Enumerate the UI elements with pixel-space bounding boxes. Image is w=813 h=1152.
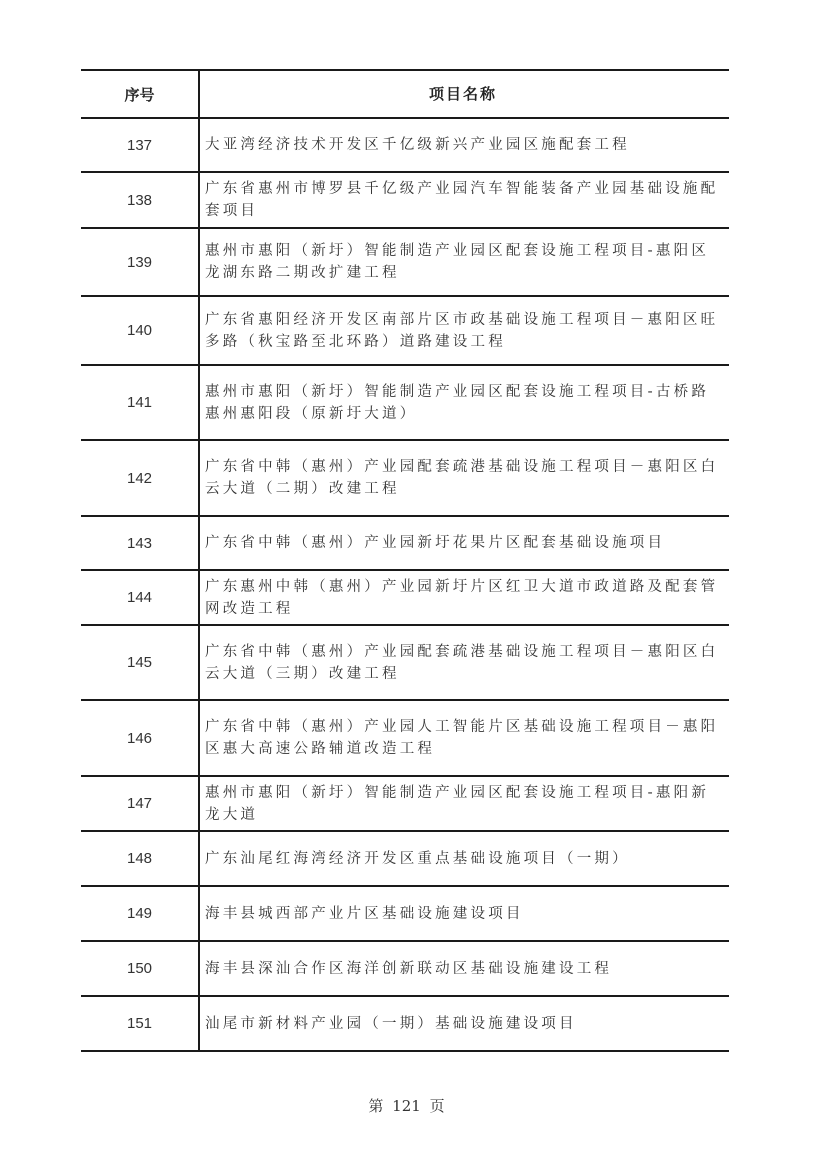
serial-number-cell: 140 bbox=[81, 297, 200, 364]
project-name-cell: 惠州市惠阳（新圩）智能制造产业园区配套设施工程项目-古桥路惠州惠阳段（原新圩大道） bbox=[205, 383, 710, 422]
serial-number-cell: 151 bbox=[81, 997, 200, 1050]
project-name-cell: 大亚湾经济技术开发区千亿级新兴产业园区施配套工程 bbox=[205, 137, 630, 153]
header-project-name: 项目名称 bbox=[428, 85, 497, 103]
project-name-cell: 广东省中韩（惠州）产业园配套疏港基础设施工程项目－惠阳区白云大道（三期）改建工程 bbox=[205, 643, 719, 682]
serial-number-cell: 149 bbox=[81, 887, 200, 940]
serial-number-cell: 150 bbox=[81, 942, 200, 995]
table-row bbox=[81, 997, 729, 1052]
serial-number-cell: 145 bbox=[81, 626, 200, 699]
page-number: 第 121 页 bbox=[368, 1097, 445, 1115]
project-name-cell: 广东汕尾红海湾经济开发区重点基础设施项目（一期） bbox=[205, 850, 630, 867]
project-name-cell: 广东省惠阳经济开发区南部片区市政基础设施工程项目－惠阳区旺多路（秋宝路至北环路）道路建设工程 bbox=[205, 311, 719, 350]
table-row bbox=[81, 517, 729, 571]
table-body bbox=[81, 119, 729, 1052]
project-name-cell: 惠州市惠阳（新圩）智能制造产业园区配套设施工程项目-惠阳新龙大道 bbox=[205, 784, 710, 823]
table-row bbox=[81, 571, 729, 626]
table-row bbox=[81, 832, 729, 887]
serial-number-cell: 139 bbox=[81, 229, 200, 295]
table-row bbox=[81, 942, 729, 997]
table-header-row bbox=[81, 71, 729, 119]
serial-number-cell: 148 bbox=[81, 832, 200, 885]
project-name-cell: 广东省中韩（惠州）产业园新圩花果片区配套基础设施项目 bbox=[205, 535, 666, 551]
project-name-cell: 广东惠州中韩（惠州）产业园新圩片区红卫大道市政道路及配套管网改造工程 bbox=[205, 578, 719, 617]
header-serial-number: 序号 bbox=[81, 71, 200, 117]
table-row bbox=[81, 701, 729, 777]
table-row bbox=[81, 441, 729, 517]
table-row bbox=[81, 119, 729, 173]
serial-number-cell: 147 bbox=[81, 777, 200, 830]
serial-number-cell: 138 bbox=[81, 173, 200, 227]
project-name-cell: 广东省惠州市博罗县千亿级产业园汽车智能装备产业园基础设施配套项目 bbox=[205, 181, 719, 219]
table-row bbox=[81, 777, 729, 832]
project-name-cell: 海丰县深汕合作区海洋创新联动区基础设施建设工程 bbox=[205, 960, 613, 977]
serial-number-cell: 141 bbox=[81, 366, 200, 439]
table-row bbox=[81, 366, 729, 441]
table-row bbox=[81, 173, 729, 229]
serial-number-cell: 144 bbox=[81, 571, 200, 624]
table-row bbox=[81, 297, 729, 366]
table-row bbox=[81, 887, 729, 942]
project-name-cell: 惠州市惠阳（新圩）智能制造产业园区配套设施工程项目-惠阳区龙湖东路二期改扩建工程 bbox=[205, 243, 710, 281]
serial-number-cell: 143 bbox=[81, 517, 200, 569]
project-table bbox=[81, 69, 729, 1052]
project-name-cell: 海丰县城西部产业片区基础设施建设项目 bbox=[205, 905, 524, 922]
serial-number-cell: 137 bbox=[81, 119, 200, 171]
serial-number-cell: 142 bbox=[81, 441, 200, 515]
serial-number-cell: 146 bbox=[81, 701, 200, 775]
table-row bbox=[81, 626, 729, 701]
project-name-cell: 广东省中韩（惠州）产业园配套疏港基础设施工程项目－惠阳区白云大道（二期）改建工程 bbox=[205, 459, 719, 497]
project-name-cell: 广东省中韩（惠州）产业园人工智能片区基础设施工程项目－惠阳区惠大高速公路辅道改造工程 bbox=[205, 719, 719, 757]
table-row bbox=[81, 229, 729, 297]
project-name-cell: 汕尾市新材料产业园（一期）基础设施建设项目 bbox=[205, 1015, 577, 1032]
